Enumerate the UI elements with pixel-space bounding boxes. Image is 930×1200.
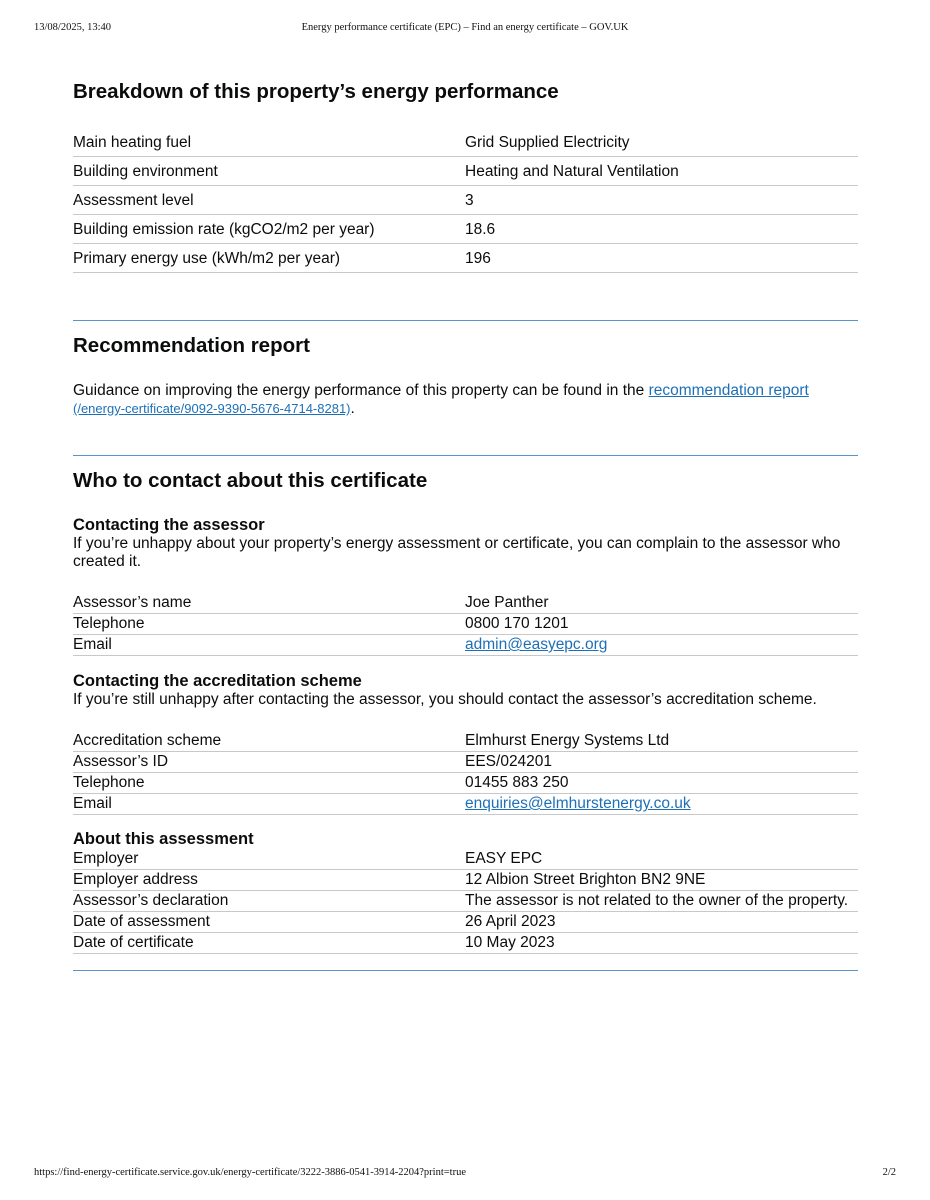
row-value: 10 May 2023 (465, 933, 858, 954)
print-page-title: Energy performance certificate (EPC) – Find an energy certificate – GOV.UK (301, 22, 629, 33)
breakdown-table (73, 128, 858, 273)
row-label: Employer address (73, 870, 465, 891)
table-row (73, 912, 858, 933)
table-row (73, 128, 858, 157)
table-row (73, 614, 858, 635)
assessor-heading: Contacting the assessor (73, 516, 265, 534)
row-value: 196 (465, 244, 858, 273)
about-table (73, 849, 858, 954)
recommendation-text-end: . (350, 400, 355, 417)
contact-heading: Who to contact about this certificate (73, 469, 428, 492)
page-number: 2/2 (882, 1167, 896, 1178)
table-row (73, 849, 858, 870)
assessor-text: If you’re unhappy about your property’s energy assessment or certificate, you can complain to the assessor who created it. (73, 535, 841, 570)
table-row (73, 593, 858, 614)
row-label: Assessor’s ID (73, 752, 465, 773)
row-label: Building emission rate (kgCO2/m2 per year) (73, 215, 465, 244)
scheme-name-value: Elmhurst Energy Systems Ltd (465, 731, 858, 752)
assessor-name-value: Joe Panther (465, 593, 858, 614)
row-label: Date of assessment (73, 912, 465, 933)
row-value: 18.6 (465, 215, 858, 244)
assessor-telephone-value: 0800 170 1201 (465, 614, 858, 635)
main-content (73, 78, 858, 971)
table-row (73, 731, 858, 752)
table-row (73, 870, 858, 891)
assessor-email-link[interactable]: admin@easyepc.org (465, 636, 608, 653)
breakdown-heading: Breakdown of this property’s energy performance (73, 80, 559, 103)
table-row (73, 794, 858, 815)
about-heading: About this assessment (73, 830, 254, 848)
row-label: Email (73, 794, 465, 815)
row-label: Primary energy use (kWh/m2 per year) (73, 244, 465, 273)
row-label: Employer (73, 849, 465, 870)
table-row (73, 635, 858, 656)
table-row (73, 891, 858, 912)
recommendation-text-lead: Guidance on improving the energy performance of this property can be found in the (73, 382, 649, 399)
table-row (73, 157, 858, 186)
scheme-heading: Contacting the accreditation scheme (73, 672, 362, 690)
recommendation-heading: Recommendation report (73, 334, 310, 357)
row-value: Grid Supplied Electricity (465, 128, 858, 157)
recommendation-text (73, 382, 858, 418)
contact-section (73, 467, 858, 954)
row-label: Building environment (73, 157, 465, 186)
table-row (73, 933, 858, 954)
row-value: EASY EPC (465, 849, 858, 870)
row-label: Date of certificate (73, 933, 465, 954)
row-label: Assessment level (73, 186, 465, 215)
scheme-table (73, 731, 858, 815)
link-text: recommendation report (648, 382, 809, 399)
section-divider (73, 320, 858, 321)
row-label: Main heating fuel (73, 128, 465, 157)
table-row (73, 215, 858, 244)
row-value: 12 Albion Street Brighton BN2 9NE (465, 870, 858, 891)
table-row (73, 752, 858, 773)
table-row (73, 244, 858, 273)
row-label: Assessor’s name (73, 593, 465, 614)
breakdown-section (73, 78, 858, 273)
scheme-text: If you’re still unhappy after contacting the assessor, you should contact the assessor’s accreditation scheme. (73, 691, 817, 708)
link-path: (/energy-certificate/9092-9390-5676-4714-8281) (73, 401, 351, 416)
row-label: Telephone (73, 773, 465, 794)
print-date: 13/08/2025, 13:40 (34, 22, 112, 33)
recommendation-section (73, 332, 858, 418)
assessor-table (73, 593, 858, 656)
section-divider (73, 455, 858, 456)
assessor-id-value: EES/024201 (465, 752, 858, 773)
section-divider (73, 970, 858, 971)
row-value: The assessor is not related to the owner of the property. (465, 891, 858, 912)
row-label: Accreditation scheme (73, 731, 465, 752)
row-value: 26 April 2023 (465, 912, 858, 933)
row-label: Email (73, 635, 465, 656)
table-row (73, 773, 858, 794)
row-label: Assessor’s declaration (73, 891, 465, 912)
table-row (73, 186, 858, 215)
scheme-email-link[interactable]: enquiries@elmhurstenergy.co.uk (465, 795, 691, 812)
print-url: https://find-energy-certificate.service.gov.uk/energy-certificate/3222-3886-0541-3914-2204?print=true (34, 1167, 466, 1178)
scheme-telephone-value: 01455 883 250 (465, 773, 858, 794)
row-value: 3 (465, 186, 858, 215)
row-value: Heating and Natural Ventilation (465, 157, 858, 186)
row-label: Telephone (73, 614, 465, 635)
